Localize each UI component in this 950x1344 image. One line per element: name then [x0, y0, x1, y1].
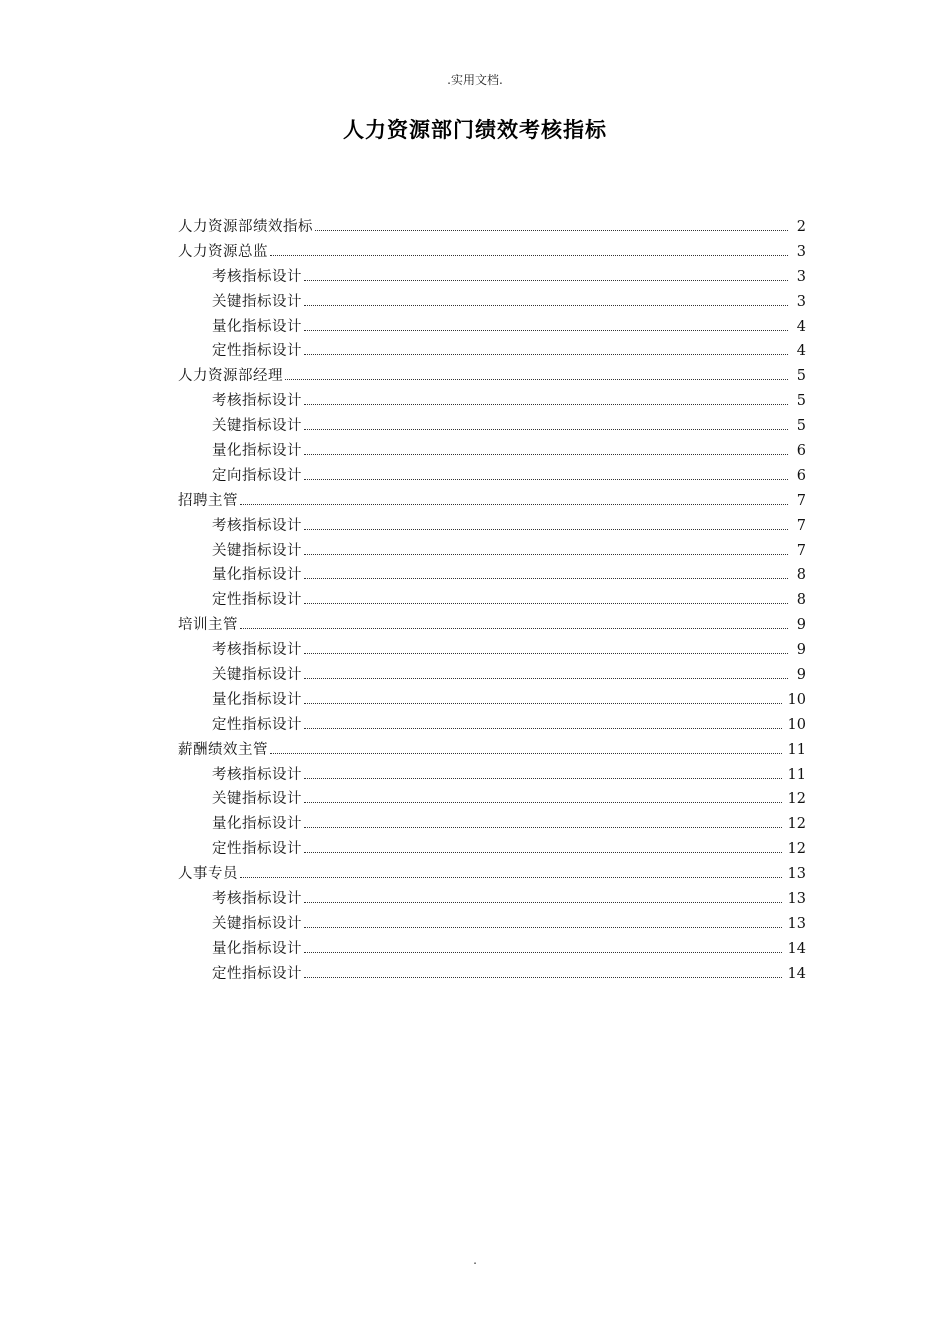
toc-dot-leader [270, 753, 782, 754]
toc-entry-page-number: 12 [787, 791, 806, 808]
toc-entry-page-number: 13 [787, 866, 806, 883]
toc-dot-leader [304, 852, 782, 853]
toc-entry[interactable] [178, 588, 806, 613]
toc-entry[interactable] [178, 563, 806, 588]
toc-entry-page-number: 6 [796, 467, 806, 484]
toc-entry-page-number: 3 [796, 268, 806, 285]
document-title: 人力资源部门绩效考核指标 [343, 118, 607, 142]
table-of-contents [178, 215, 806, 987]
toc-entry[interactable] [178, 339, 806, 364]
toc-dot-leader [304, 479, 788, 480]
toc-entry[interactable] [178, 414, 806, 439]
toc-entry-label: 人力资源部经理 [178, 368, 283, 385]
toc-entry-page-number: 14 [787, 965, 806, 982]
toc-entry-page-number: 11 [787, 741, 806, 758]
toc-entry-label: 定向指标设计 [212, 467, 302, 484]
toc-dot-leader [304, 778, 782, 779]
toc-entry-page-number: 9 [796, 642, 806, 659]
toc-dot-leader [304, 977, 782, 978]
toc-dot-leader [304, 578, 788, 579]
toc-entry-label: 量化指标设计 [212, 567, 302, 584]
toc-dot-leader [304, 305, 788, 306]
toc-entry-page-number: 6 [796, 443, 806, 460]
toc-entry-page-number: 14 [787, 940, 806, 957]
toc-entry[interactable] [178, 439, 806, 464]
toc-entry-page-number: 4 [796, 343, 806, 360]
toc-entry-page-number: 5 [796, 393, 806, 410]
toc-entry-page-number: 5 [796, 368, 806, 385]
toc-entry-page-number: 3 [796, 243, 806, 260]
toc-entry[interactable] [178, 539, 806, 564]
toc-entry[interactable] [178, 290, 806, 315]
toc-dot-leader [304, 554, 788, 555]
toc-entry[interactable] [178, 713, 806, 738]
toc-entry-label: 量化指标设计 [212, 318, 302, 335]
toc-entry-page-number: 10 [787, 691, 806, 708]
toc-entry-label: 关键指标设计 [212, 293, 302, 310]
toc-entry[interactable] [178, 638, 806, 663]
toc-entry-page-number: 7 [796, 492, 806, 509]
toc-dot-leader [304, 678, 788, 679]
page-header: .实用文档. [447, 73, 503, 87]
toc-dot-leader [240, 628, 788, 629]
toc-entry[interactable] [178, 240, 806, 265]
toc-dot-leader [240, 504, 788, 505]
toc-entry[interactable] [178, 489, 806, 514]
toc-entry-label: 人力资源总监 [178, 243, 268, 260]
toc-entry-label: 关键指标设计 [212, 915, 302, 932]
toc-entry-page-number: 13 [787, 891, 806, 908]
toc-entry-page-number: 7 [796, 517, 806, 534]
toc-entry[interactable] [178, 787, 806, 812]
toc-dot-leader [304, 802, 782, 803]
toc-entry-label: 考核指标设计 [212, 642, 302, 659]
toc-entry[interactable] [178, 837, 806, 862]
toc-entry-label: 量化指标设计 [212, 443, 302, 460]
toc-entry-label: 考核指标设计 [212, 891, 302, 908]
toc-entry-page-number: 9 [796, 667, 806, 684]
toc-entry-page-number: 7 [796, 542, 806, 559]
toc-entry[interactable] [178, 887, 806, 912]
toc-entry[interactable] [178, 688, 806, 713]
toc-entry-label: 人事专员 [178, 866, 238, 883]
toc-dot-leader [304, 728, 782, 729]
toc-entry[interactable] [178, 763, 806, 788]
toc-dot-leader [304, 703, 782, 704]
toc-entry-label: 定性指标设计 [212, 716, 302, 733]
toc-dot-leader [304, 280, 788, 281]
toc-entry[interactable] [178, 514, 806, 539]
toc-dot-leader [270, 255, 788, 256]
toc-entry-label: 量化指标设计 [212, 940, 302, 957]
toc-entry-label: 定性指标设计 [212, 965, 302, 982]
toc-entry-label: 关键指标设计 [212, 667, 302, 684]
toc-entry-label: 关键指标设计 [212, 542, 302, 559]
toc-dot-leader [285, 379, 788, 380]
toc-dot-leader [304, 927, 782, 928]
toc-entry[interactable] [178, 215, 806, 240]
toc-dot-leader [304, 429, 788, 430]
toc-dot-leader [304, 354, 788, 355]
toc-entry-page-number: 10 [787, 716, 806, 733]
toc-entry-page-number: 8 [796, 592, 806, 609]
toc-entry-label: 关键指标设计 [212, 791, 302, 808]
toc-dot-leader [304, 529, 788, 530]
toc-entry[interactable] [178, 738, 806, 763]
toc-dot-leader [304, 653, 788, 654]
toc-entry-page-number: 8 [796, 567, 806, 584]
toc-entry[interactable] [178, 962, 806, 987]
page-footer: . [473, 1253, 477, 1267]
toc-entry-label: 考核指标设计 [212, 268, 302, 285]
toc-entry[interactable] [178, 315, 806, 340]
toc-entry[interactable] [178, 812, 806, 837]
toc-entry-label: 定性指标设计 [212, 343, 302, 360]
toc-entry-label: 人力资源部绩效指标 [178, 219, 313, 235]
toc-entry[interactable] [178, 464, 806, 489]
toc-entry[interactable] [178, 265, 806, 290]
toc-entry-label: 定性指标设计 [212, 592, 302, 609]
toc-entry[interactable] [178, 912, 806, 937]
toc-entry-label: 量化指标设计 [212, 816, 302, 833]
toc-dot-leader [304, 603, 788, 604]
toc-entry-page-number: 13 [787, 915, 806, 932]
toc-entry-label: 考核指标设计 [212, 393, 302, 410]
toc-entry-page-number: 5 [796, 418, 806, 435]
toc-entry-page-number: 2 [796, 219, 806, 235]
toc-entry[interactable] [178, 862, 806, 887]
toc-dot-leader [315, 230, 788, 231]
toc-entry-page-number: 3 [796, 293, 806, 310]
toc-entry-label: 考核指标设计 [212, 517, 302, 534]
toc-entry-label: 定性指标设计 [212, 841, 302, 858]
toc-entry[interactable] [178, 663, 806, 688]
toc-dot-leader [240, 877, 782, 878]
toc-entry-page-number: 12 [787, 841, 806, 858]
toc-dot-leader [304, 454, 788, 455]
toc-entry-label: 量化指标设计 [212, 691, 302, 708]
toc-entry[interactable] [178, 389, 806, 414]
toc-dot-leader [304, 902, 782, 903]
toc-entry-page-number: 9 [796, 617, 806, 634]
toc-dot-leader [304, 330, 788, 331]
toc-entry-page-number: 11 [787, 766, 806, 783]
toc-entry-page-number: 12 [787, 816, 806, 833]
toc-entry-page-number: 4 [796, 318, 806, 335]
toc-entry-label: 招聘主管 [178, 492, 238, 509]
toc-dot-leader [304, 827, 782, 828]
toc-dot-leader [304, 952, 782, 953]
toc-entry[interactable] [178, 613, 806, 638]
toc-entry[interactable] [178, 937, 806, 962]
toc-entry-label: 关键指标设计 [212, 418, 302, 435]
toc-entry-label: 考核指标设计 [212, 766, 302, 783]
toc-entry-label: 薪酬绩效主管 [178, 741, 268, 758]
toc-entry[interactable] [178, 364, 806, 389]
toc-dot-leader [304, 404, 788, 405]
toc-entry-label: 培训主管 [178, 617, 238, 634]
